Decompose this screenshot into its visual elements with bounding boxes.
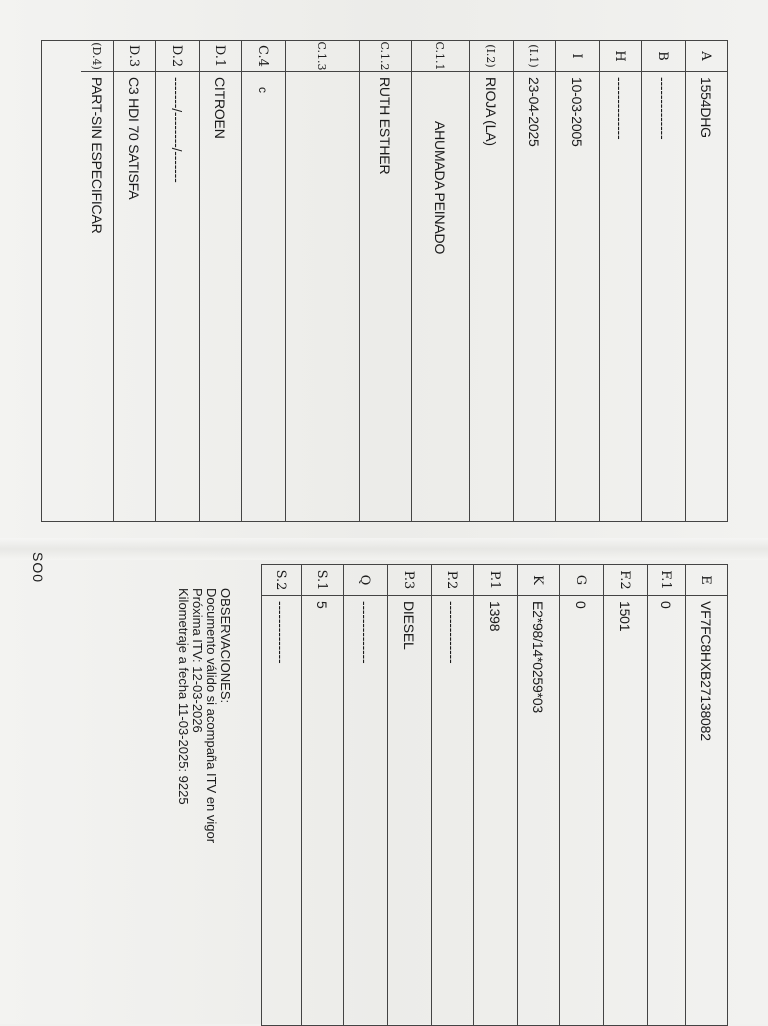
field-code: C.1.2 <box>359 41 411 72</box>
table-row <box>81 41 114 521</box>
observations-block <box>176 588 232 988</box>
field-value: 1554DHG <box>698 77 714 138</box>
field-code: C.1.3 <box>285 41 359 72</box>
field-value: C3 HDI 70 SATISFA <box>126 77 142 200</box>
field-value: -------------- <box>357 601 373 664</box>
observations-title: OBSERVACIONES: <box>218 588 233 704</box>
table-row <box>473 565 518 1025</box>
field-value: 0 <box>573 601 589 609</box>
field-value: -------------- <box>273 601 289 664</box>
observation-line: Próxima ITV: 12-03-2026 <box>190 588 205 733</box>
field-code: B <box>641 41 685 72</box>
field-code: E <box>685 565 727 596</box>
field-value: DIESEL <box>401 601 417 650</box>
field-value: RIOJA (LA) <box>483 77 499 146</box>
field-value: 23-04-2025 <box>526 77 542 147</box>
field-value: AHUMADA PEINADO <box>432 121 448 255</box>
field-code: C.4 <box>241 41 285 72</box>
table-row <box>359 41 412 521</box>
table-row <box>113 41 156 521</box>
field-code: F.1 <box>647 565 685 596</box>
table-row <box>301 565 344 1025</box>
right-data-table <box>261 564 728 1026</box>
field-code: P.3 <box>387 565 431 596</box>
field-code: H <box>599 41 641 72</box>
field-value: CITROEN <box>212 77 228 139</box>
field-code: F.2 <box>603 565 647 596</box>
field-code: I <box>555 41 599 72</box>
field-value: 5 <box>314 601 330 609</box>
field-value: -------------- <box>655 77 671 140</box>
field-code: Q <box>343 565 387 596</box>
field-value: E2*98/14*0259*03 <box>530 601 546 714</box>
serial-code: SO0 <box>30 552 46 584</box>
table-row <box>517 565 560 1025</box>
field-code: (D.4) <box>81 41 113 72</box>
table-row <box>241 41 286 521</box>
field-code: D.2 <box>155 41 199 72</box>
table-row <box>155 41 200 521</box>
field-code: (I.1) <box>513 41 555 72</box>
table-row <box>411 41 470 521</box>
table-row <box>513 41 556 521</box>
table-row <box>641 41 686 521</box>
field-value: 10-03-2005 <box>569 77 585 147</box>
table-row <box>343 565 388 1025</box>
field-code: K <box>517 565 559 596</box>
table-row <box>431 565 474 1025</box>
table-row <box>555 41 600 521</box>
field-code: P.2 <box>431 565 473 596</box>
field-value: RUTH ESTHER <box>377 77 393 175</box>
field-code: S.2 <box>261 565 301 596</box>
table-row <box>285 41 360 521</box>
field-value: -------/--------/------- <box>169 77 185 183</box>
table-row <box>647 565 686 1025</box>
table-row <box>261 565 302 1025</box>
observation-line: Kilometraje a fecha 11-03-2025: 9225 <box>176 588 191 805</box>
field-value: -------------- <box>444 601 460 664</box>
table-row <box>685 565 728 1025</box>
table-row <box>685 41 728 521</box>
field-code: (I.2) <box>469 41 513 72</box>
field-code: D.1 <box>199 41 241 72</box>
field-value: PART-SIN ESPECIFICAR <box>89 77 105 234</box>
table-row <box>387 565 432 1025</box>
table-row <box>603 565 648 1025</box>
table-row <box>199 41 242 521</box>
field-value: 1398 <box>487 601 503 632</box>
field-code: S.1 <box>301 565 343 596</box>
field-subcode: c <box>256 87 270 93</box>
field-code: D.3 <box>113 41 155 72</box>
field-value: -------------- <box>612 77 628 140</box>
field-code: C.1.1 <box>411 41 469 72</box>
left-data-table <box>41 40 728 522</box>
field-code: P.1 <box>473 565 517 596</box>
table-row <box>559 565 604 1025</box>
field-value: 1501 <box>617 601 633 632</box>
field-code: G <box>559 565 603 596</box>
observation-line: Documento válido si acompaña ITV en vigor <box>204 588 219 844</box>
table-row <box>599 41 642 521</box>
field-value: 0 <box>658 601 674 609</box>
field-code: A <box>685 41 727 72</box>
table-row <box>469 41 514 521</box>
field-value: VF7FC8HXB27138082 <box>698 601 714 741</box>
